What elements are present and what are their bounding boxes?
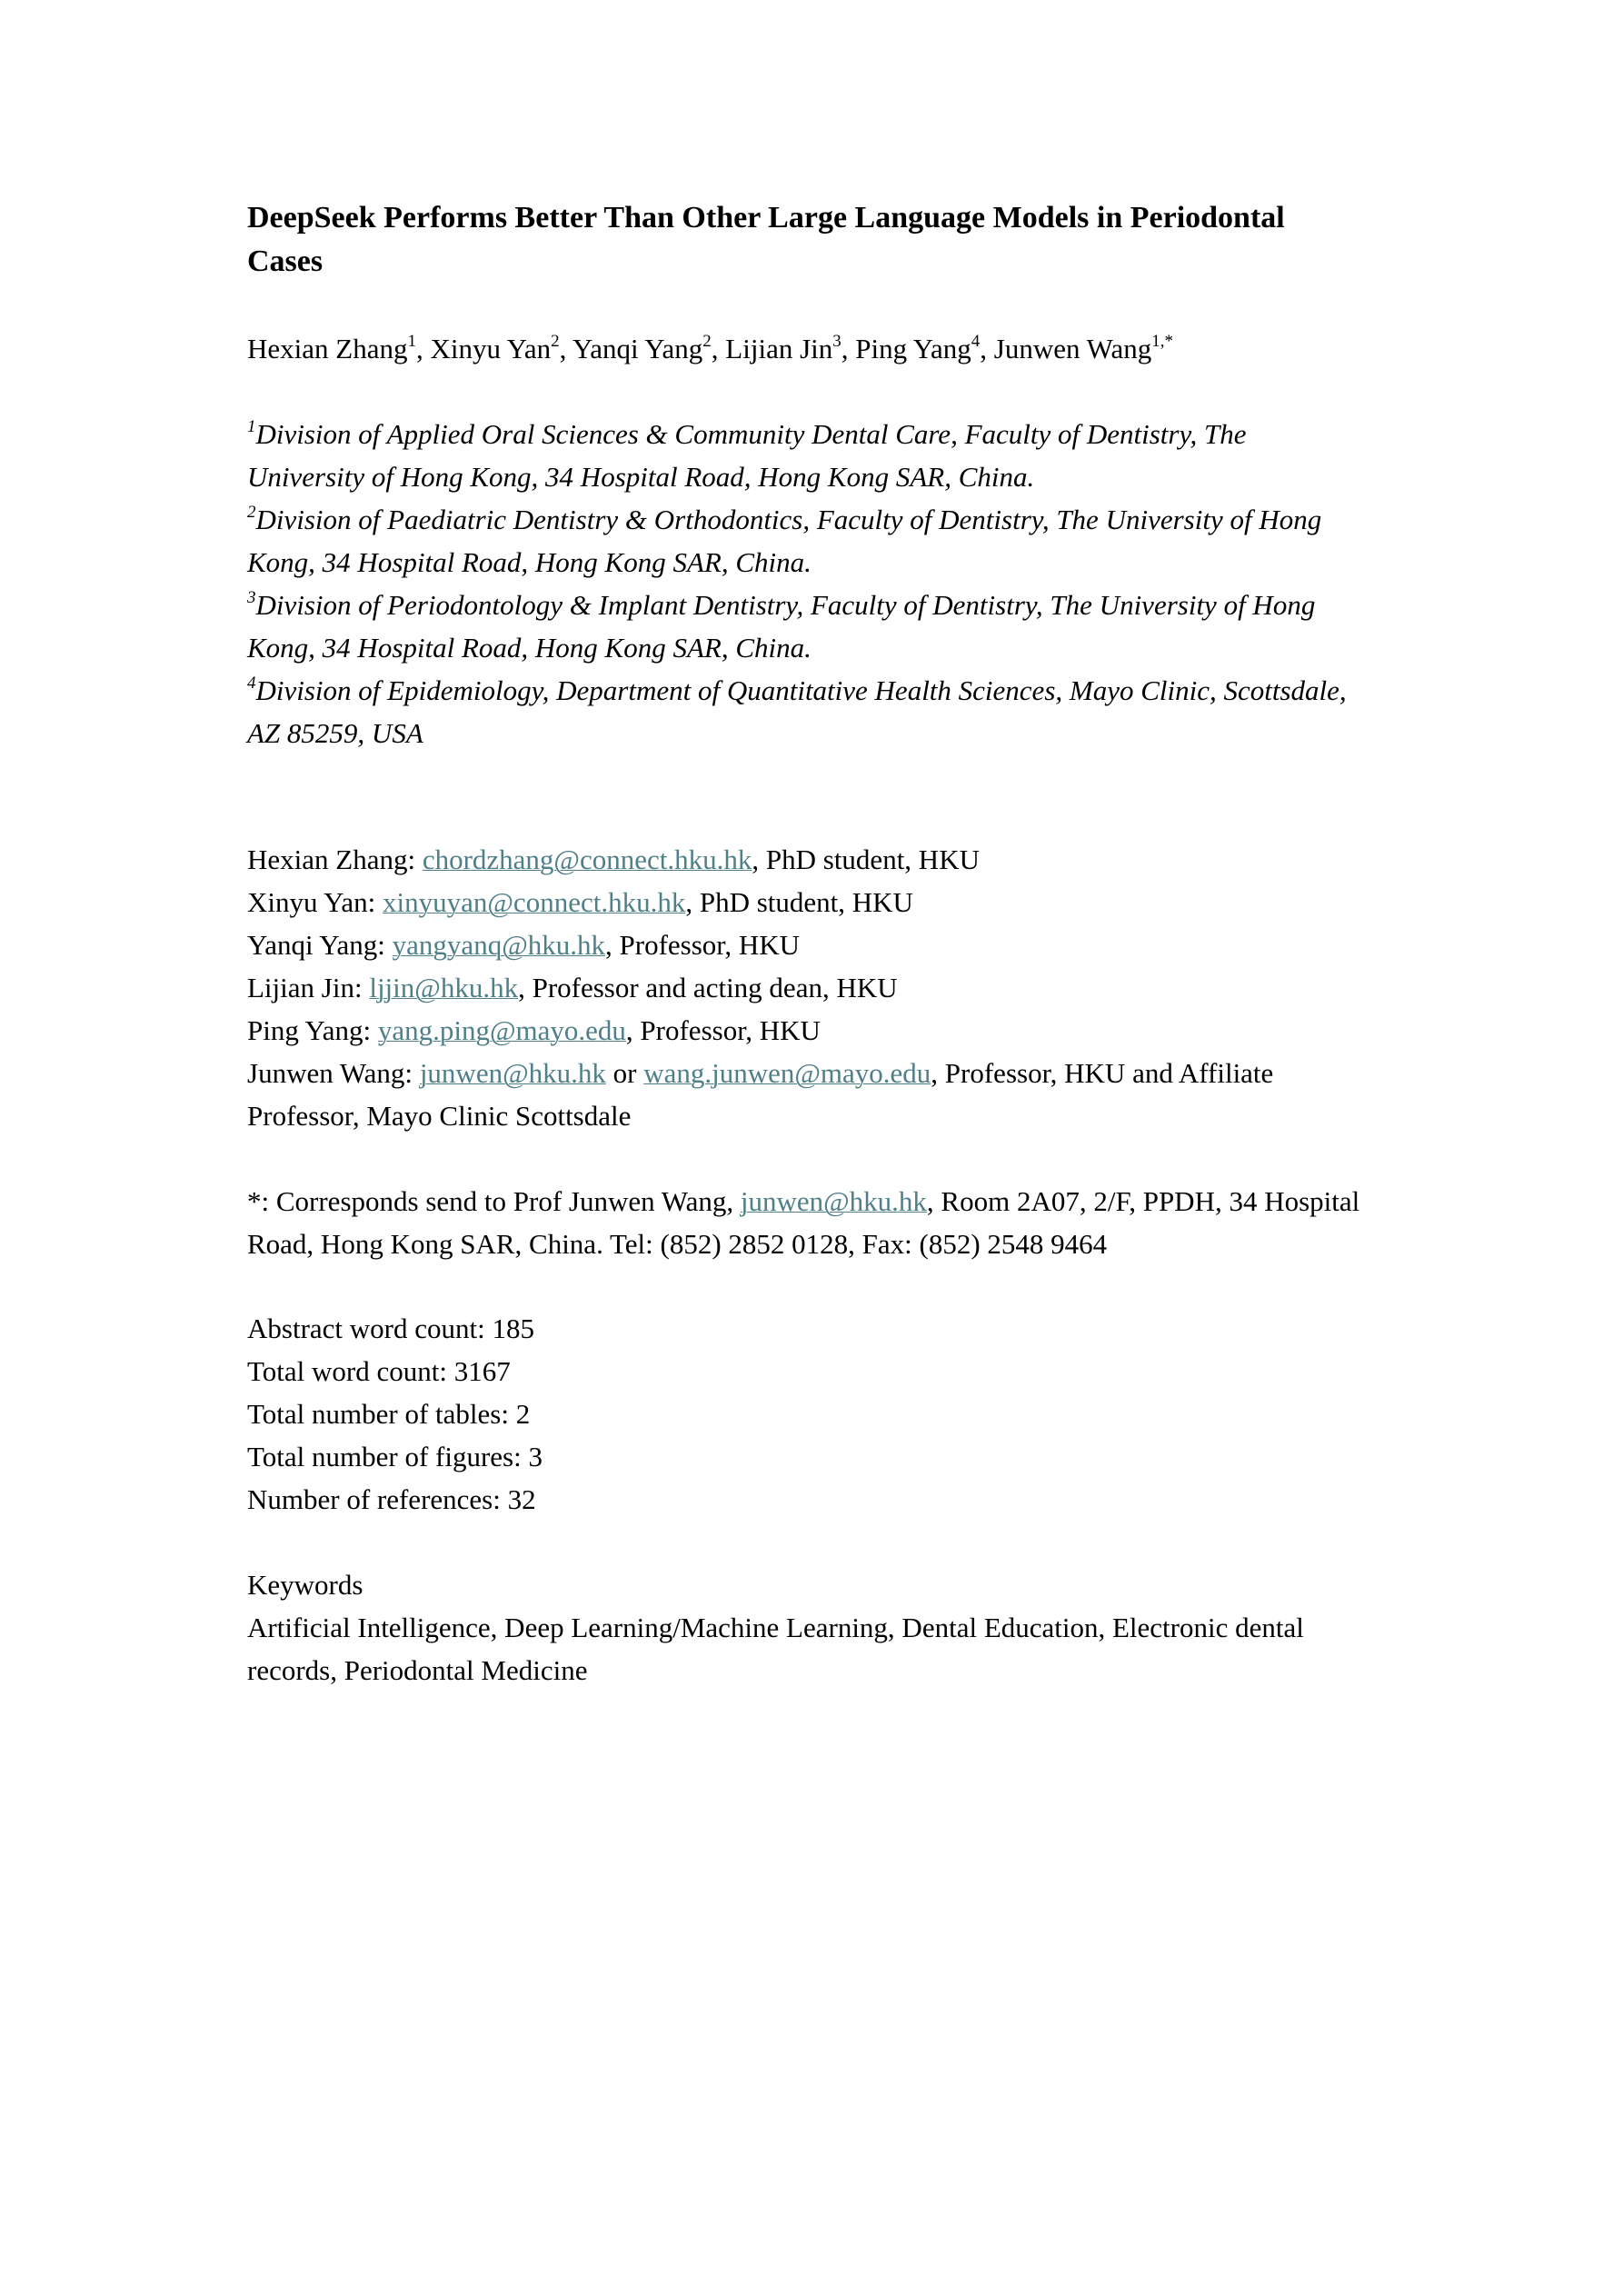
author-affiliation-marker: 4 — [971, 331, 981, 351]
author-name: Junwen Wang — [993, 333, 1152, 364]
affiliation-1-line-2: University of Hong Kong, 34 Hospital Road, Hong Kong SAR, China. — [247, 461, 1035, 493]
affiliation-2-line-2: Kong, 34 Hospital Road, Hong Kong SAR, China. — [247, 546, 812, 578]
manuscript-counts — [247, 1307, 1429, 1521]
email-link[interactable]: xinyuyan@connect.hku.hk — [383, 886, 686, 918]
email-link[interactable]: yang.ping@mayo.edu — [377, 1014, 626, 1046]
email-link[interactable]: wang.junwen@mayo.edu — [643, 1057, 931, 1089]
contact-line: Yanqi Yang: yangyanq@hku.hk, Professor, HKU — [247, 929, 801, 961]
email-link[interactable]: chordzhang@connect.hku.hk — [422, 844, 752, 875]
title-line-1: DeepSeek Performs Better Than Other Large Language Models in Periodontal — [247, 201, 1285, 235]
affiliation-marker: 4 — [247, 673, 256, 693]
affiliation-3-line-1: $^3$Division of Periodontology & Implant Dentistry, Faculty of Dentistry, The University of Hong — [247, 587, 1316, 621]
contact-line: Junwen Wang: junwen@hku.hk or wang.junwen@mayo.edu, Professor, HKU and Affiliate — [247, 1057, 1274, 1089]
author-affiliation-marker: 1,* — [1151, 331, 1173, 351]
email-link[interactable]: ljjin@hku.hk — [369, 972, 519, 1003]
contact-line-continuation: Professor, Mayo Clinic Scottsdale — [247, 1100, 632, 1132]
author-name: Ping Yang — [855, 333, 971, 364]
affiliation-4-line-2: AZ 85259, USA — [247, 717, 423, 749]
affiliation-4-line-1: $^4$Division of Epidemiology, Department of Quantitative Health Sciences, Mayo Clinic, Scottsdale, — [247, 673, 1347, 706]
author-affiliation-marker: 2 — [551, 331, 560, 351]
affiliation-marker: 2 — [247, 502, 256, 522]
author-affiliation-marker: 1 — [407, 331, 416, 351]
correspondence-note — [247, 1180, 1429, 1265]
affiliation-marker: 3 — [247, 587, 256, 607]
contact-line: Lijian Jin: ljjin@hku.hk, Professor and acting dean, HKU — [247, 972, 898, 1003]
author-contacts — [247, 838, 1429, 1137]
author-name: Yanqi Yang — [572, 333, 703, 364]
author-name: Hexian Zhang — [247, 333, 408, 364]
author-affiliation-marker: 3 — [832, 331, 841, 351]
affiliation-3-line-2: Kong, 34 Hospital Road, Hong Kong SAR, China. — [247, 632, 812, 664]
author-affiliation-marker: 2 — [702, 331, 712, 351]
count-line: Total number of tables: 2 — [247, 1398, 531, 1430]
affiliation-1-line-1: $^1$Division of Applied Oral Sciences & Community Dental Care, Faculty of Dentistry, The — [247, 416, 1247, 450]
keywords-section — [247, 1563, 1429, 1692]
count-line: Number of references: 32 — [247, 1483, 536, 1515]
keywords-line-1: Artificial Intelligence, Deep Learning/Machine Learning, Dental Education, Electronic dental — [247, 1612, 1304, 1643]
email-link[interactable]: yangyanq@hku.hk — [392, 929, 605, 961]
affiliation-list — [247, 413, 1429, 754]
correspondence-line-2: Road, Hong Kong SAR, China. Tel: (852) 2852 0128, Fax: (852) 2548 9464 — [247, 1228, 1108, 1260]
count-line: Abstract word count: 185 — [247, 1313, 534, 1344]
title-line-2: Cases — [247, 245, 324, 278]
author-name: Xinyu Yan — [430, 333, 552, 364]
keywords-heading: Keywords — [247, 1569, 363, 1601]
author-name: Lijian Jin — [725, 333, 833, 364]
paper-title — [247, 196, 1392, 284]
correspondence-line-1: *: Corresponds send to Prof Junwen Wang, junwen@hku.hk, Room 2A07, 2/F, PPDH, 34 Hospital — [247, 1185, 1360, 1217]
email-link[interactable]: junwen@hku.hk — [419, 1057, 606, 1089]
contact-line: Xinyu Yan: xinyuyan@connect.hku.hk, PhD student, HKU — [247, 886, 913, 918]
contact-line: Hexian Zhang: chordzhang@connect.hku.hk, PhD student, HKU — [247, 844, 980, 875]
affiliation-2-line-1: $^2$Division of Paediatric Dentistry & Orthodontics, Faculty of Dentistry, The University of Hong — [247, 502, 1322, 535]
email-link[interactable]: junwen@hku.hk — [740, 1185, 927, 1217]
affiliation-marker: 1 — [247, 416, 256, 436]
author-list: Hexian Zhang$^1$, Xinyu Yan$^2$, Yanqi Yang$^2$, Lijian Jin$^3$, Ping Yang$^4$, Junwen Wang$^{1,*}$ — [247, 331, 1173, 364]
count-line: Total word count: 3167 — [247, 1355, 511, 1387]
keywords-line-2: records, Periodontal Medicine — [247, 1654, 588, 1686]
contact-line: Ping Yang: yang.ping@mayo.edu, Professor, HKU — [247, 1014, 821, 1046]
count-line: Total number of figures: 3 — [247, 1441, 543, 1472]
